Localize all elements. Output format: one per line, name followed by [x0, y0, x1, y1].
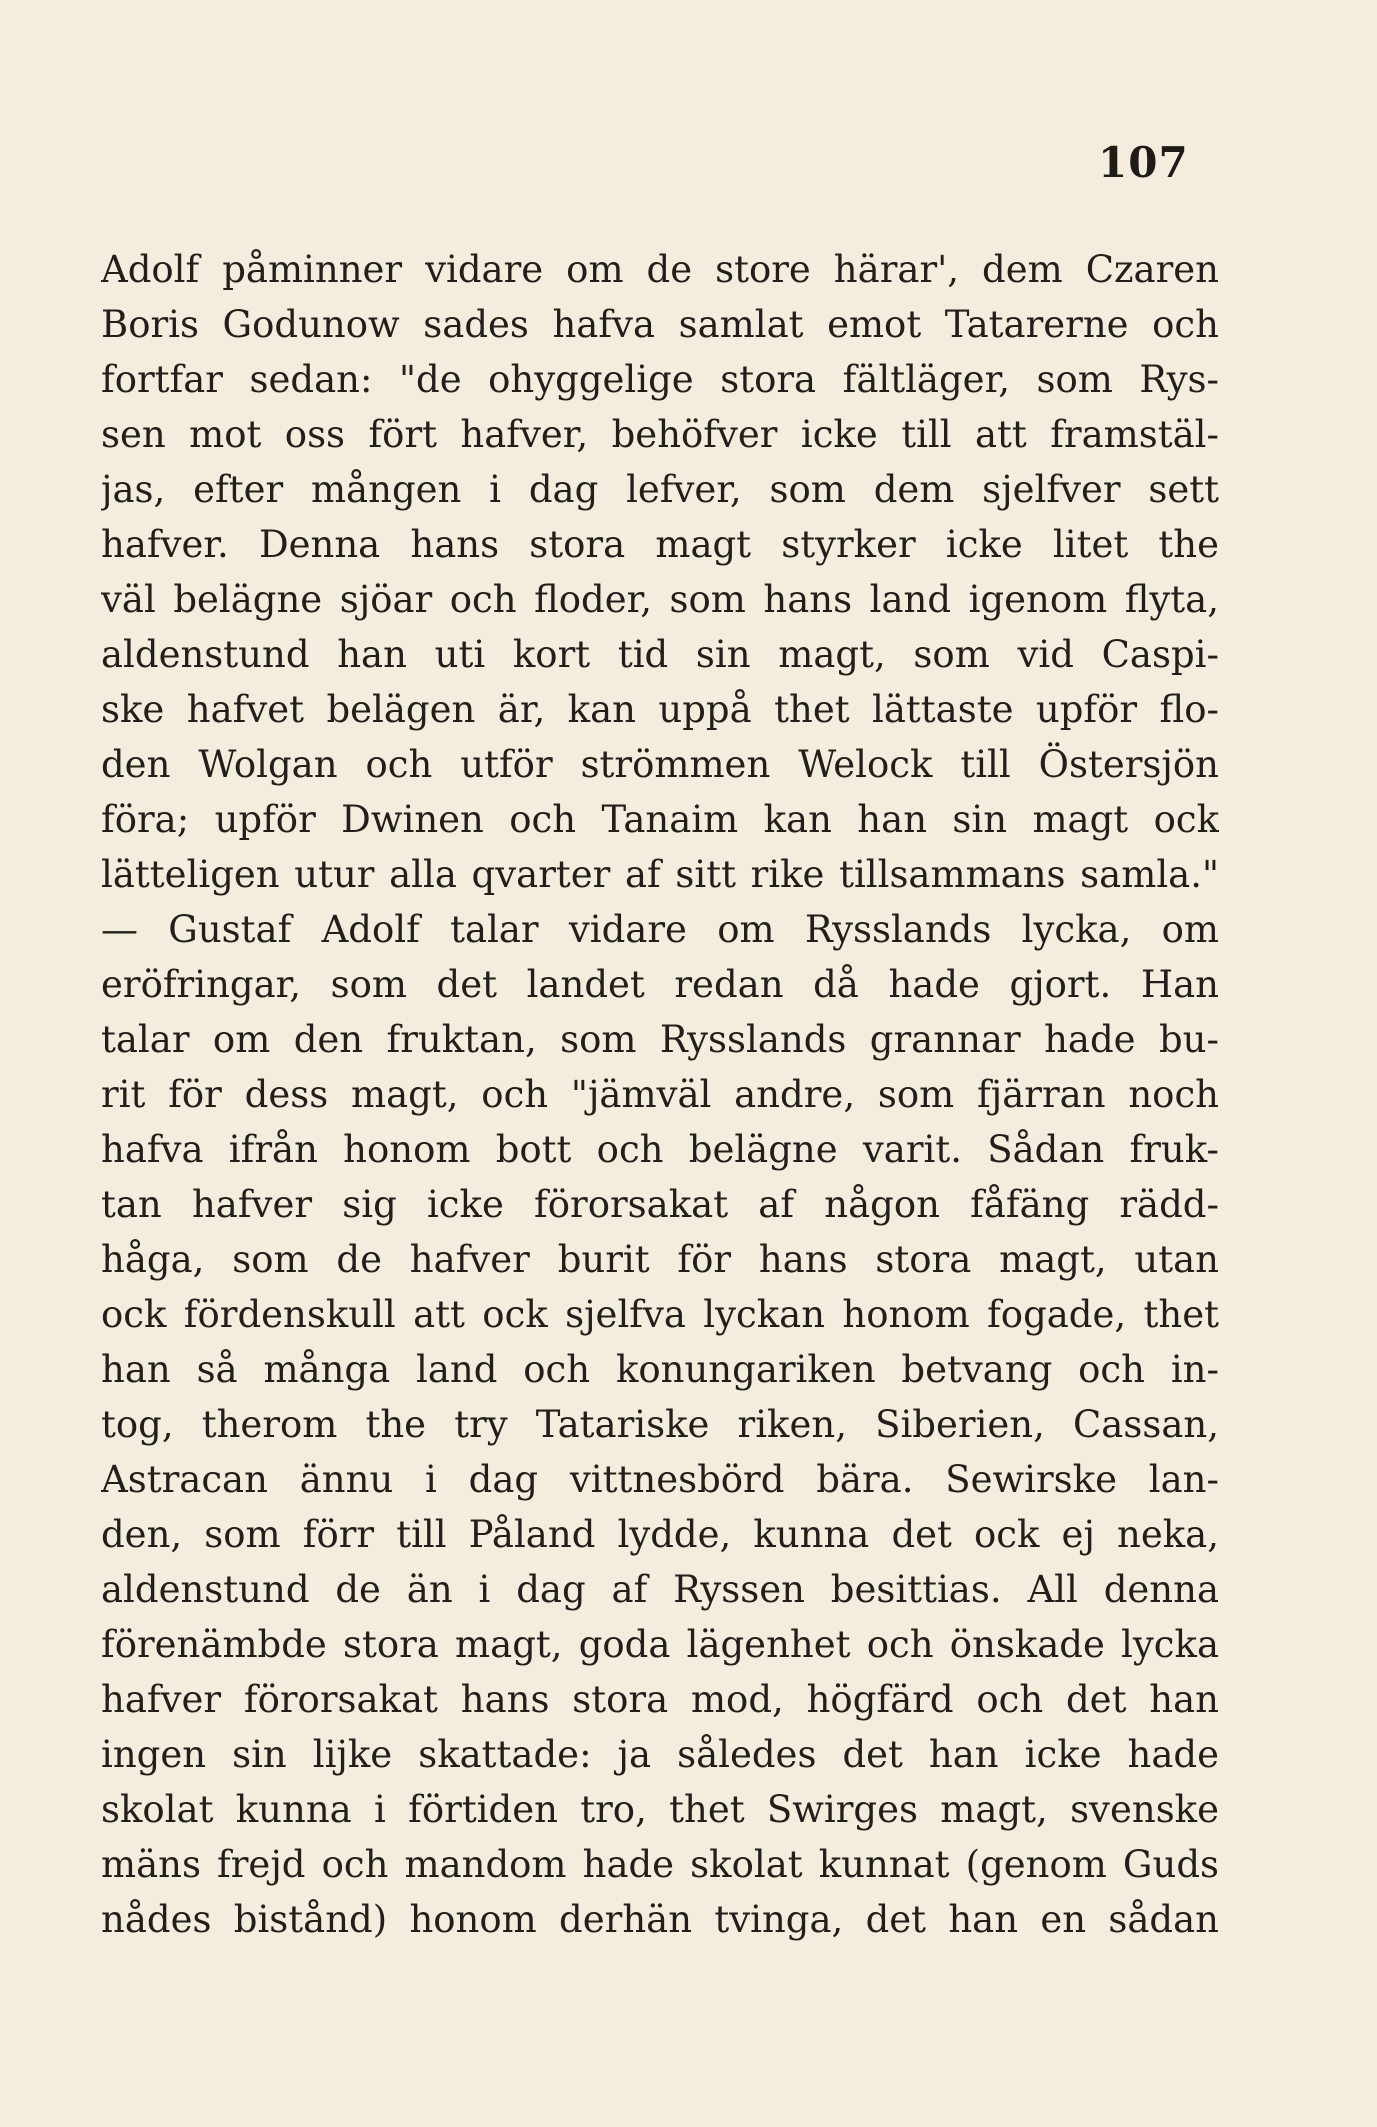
text-line: ingen sin lijke skattade: ja således det han icke hade — [101, 1733, 1219, 1776]
text-line: hafver. Denna hans stora magt styrker icke litet the — [101, 523, 1219, 566]
text-line: — Gustaf Adolf talar vidare om Rysslands lycka, om — [101, 908, 1219, 951]
text-line: sen mot oss fört hafver, behöfver icke till att framstäl- — [101, 413, 1219, 456]
text-line: tog, therom the try Tatariske riken, Siberien, Cassan, — [101, 1403, 1219, 1446]
text-line: lätteligen utur alla qvarter af sitt rike tillsammans samla." — [101, 853, 1219, 896]
text-line: förenämbde stora magt, goda lägenhet och önskade lycka — [101, 1623, 1219, 1666]
text-line: nådes bistånd) honom derhän tvinga, det han en sådan — [101, 1898, 1219, 1941]
text-line: ock fördenskull att ock sjelfva lyckan honom fogade, thet — [101, 1293, 1219, 1336]
text-line: hafva ifrån honom bott och belägne varit. Sådan fruk- — [101, 1128, 1219, 1171]
text-line: skolat kunna i förtiden tro, thet Swirges magt, svenske — [101, 1788, 1219, 1831]
text-line: fortfar sedan: "de ohyggelige stora fältläger, som Rys- — [101, 358, 1219, 401]
text-line: talar om den fruktan, som Rysslands grannar hade bu- — [101, 1018, 1219, 1061]
text-line: mäns frejd och mandom hade skolat kunnat (genom Guds — [101, 1843, 1219, 1886]
text-line: Adolf påminner vidare om de store härar', dem Czaren — [101, 248, 1219, 291]
text-line: Boris Godunow sades hafva samlat emot Tatarerne och — [101, 303, 1219, 346]
text-line: tan hafver sig icke förorsakat af någon fåfäng rädd- — [101, 1183, 1219, 1226]
text-line: föra; upför Dwinen och Tanaim kan han sin magt ock — [101, 798, 1219, 841]
text-line: rit för dess magt, och "jämväl andre, som fjärran noch — [101, 1073, 1219, 1116]
text-line: jas, efter mången i dag lefver, som dem sjelfver sett — [101, 468, 1219, 511]
text-line: håga, som de hafver burit för hans stora magt, utan — [101, 1238, 1219, 1281]
text-line: hafver förorsakat hans stora mod, högfärd och det han — [101, 1678, 1219, 1721]
text-line: den, som förr till Påland lydde, kunna det ock ej neka, — [101, 1513, 1219, 1556]
text-line: den Wolgan och utför strömmen Welock till Östersjön — [101, 743, 1219, 786]
text-line: väl belägne sjöar och floder, som hans land igenom flyta, — [101, 578, 1219, 621]
text-line: aldenstund de än i dag af Ryssen besittias. All denna — [101, 1568, 1219, 1611]
text-line: ske hafvet belägen är, kan uppå thet lättaste upför flo- — [101, 688, 1219, 731]
text-line: Astracan ännu i dag vittnesbörd bära. Sewirske lan- — [101, 1458, 1219, 1501]
page-number: 107 — [1098, 138, 1189, 187]
text-line: han så många land och konungariken betvang och in- — [101, 1348, 1219, 1391]
body-text — [101, 242, 1219, 1947]
text-line: eröfringar, som det landet redan då hade gjort. Han — [101, 963, 1219, 1006]
text-line: aldenstund han uti kort tid sin magt, som vid Caspi- — [101, 633, 1219, 676]
